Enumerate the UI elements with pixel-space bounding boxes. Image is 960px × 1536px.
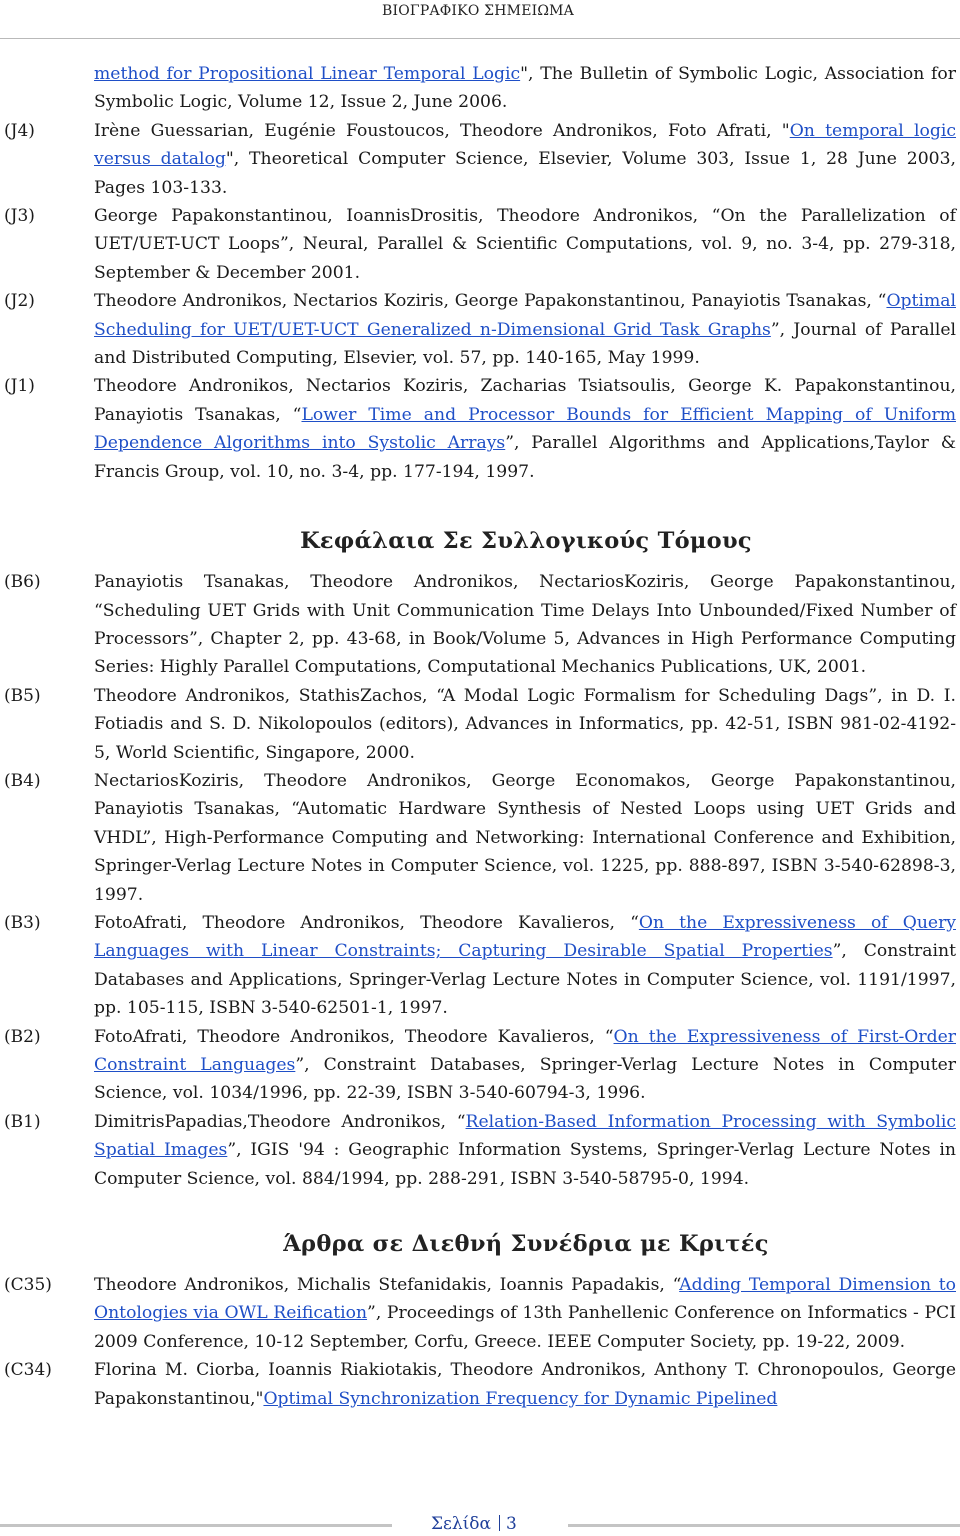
page-footer [0,1502,960,1536]
conference-entry-c34: (C34) Florina M. Ciorba, Ioannis Riakiotakis, Theodore Andronikos, Anthony T. Chronopoulos, George Papakonstantinou,"Optimal Synchronization Frequency for Dynamic Pipelined [0,1356,960,1413]
chapter-entry-b2: (B2) FotoAfrati, Theodore Andronikos, Theodore Kavalieros, “On the Expressiveness of First-Order Constraint Languages”, Constraint Databases, Springer-Verlag Lecture Notes in Computer Science, vol. 1034/1996, pp. 22-39, ISBN 3-540-60794-3, 1996. [0,1023,960,1108]
entry-label: (J2) [4,291,35,312]
page-header [0,0,960,39]
footer-separator [499,1515,500,1531]
entry-label: (J3) [4,206,35,227]
entry-label: (B2) [4,1026,41,1047]
paper-link[interactable]: Optimal Scheduling for UET/UET-UCT Generalized n-Dimensional Grid Task Graphs [94,291,956,340]
entry-label: (C34) [4,1360,52,1381]
paper-link[interactable]: Relation-Based Information Processing with Symbolic Spatial Images [94,1111,957,1161]
entry-label: (B5) [4,685,41,706]
document-title: ΒΙΟΓΡΑΦΙΚΟ ΣΗΜΕΙΩΜΑ [382,3,574,19]
chapter-entry-b4: (B4) NectariosKoziris, Theodore Andronikos, George Economakos, George Papakonstantinou, Panayiotis Tsanakas, “Automatic Hardware Synthesis of Nested Loops using UET Grids and VHDL”, High-Performance Computing and Networking: International Conference and Exhibition, Springer-Verlag Lecture Notes in Computer Science, vol. 1225, pp. 888-897, ISBN 3-540-62898-3, 1997. [0,767,960,909]
paper-link[interactable]: On the Expressiveness of First-Order Constraint Languages [94,1026,956,1075]
entry-label: (J4) [4,120,35,141]
entry-label: (B3) [4,912,41,933]
chapter-entry-b3: (B3) FotoAfrati, Theodore Andronikos, Theodore Kavalieros, “On the Expressiveness of Query Languages with Linear Constraints; Capturing Desirable Spatial Properties”, Constraint Databases and Applications, Springer-Verlag Lecture Notes in Computer Science, vol. 1191/1997, pp. 105-115, ISBN 3-540-62501-1, 1997. [0,909,960,1023]
paper-link[interactable]: Optimal Synchronization Frequency for Dynamic Pipelined [263,1388,778,1409]
chapter-entry-b6: (B6) Panayiotis Tsanakas, Theodore Andronikos, NectariosKoziris, George Papakonstantinou, “Scheduling UET Grids with Unit Communication Time Delays Into Unbounded/Fixed Number of Processors”, Chapter 2, pp. 43-68, in Book/Volume 5, Advances in High Performance Computing Series: Highly Parallel Computations, Computational Mechanics Publications, UK, 2001. [0,568,960,682]
journal-entry-j3: (J3) George Papakonstantinou, IoannisDrositis, Theodore Andronikos, “On the Parallelization of UET/UET-UCT Loops”, Neural, Parallel & Scientific Computations, vol. 9, no. 3-4, pp. 279-318, September & December 2001. [0,202,960,287]
entry-label: (C35) [4,1275,52,1296]
paper-link[interactable]: method for Propositional Linear Temporal Logic [94,64,521,84]
conference-entry-c35: (C35) Theodore Andronikos, Michalis Stefanidakis, Ioannis Papadakis, “Adding Temporal Dimension to Ontologies via OWL Reification”, Proceedings of 13th Panhellenic Conference on Informatics - PCI 2009 Conference, 10-12 September, Corfu, Greece. IEEE Computer Society, pp. 19-22, 2009. [0,1271,960,1356]
document-body [0,60,960,1413]
journal-entry-j1: (J1) Theodore Andronikos, Nectarios Koziris, Zacharias Tsiatsoulis, George K. Papakonstantinou, Panayiotis Tsanakas, “Lower Time and Processor Bounds for Efficient Mapping of Uniform Dependence Algorithms into Systolic Arrays”, Parallel Algorithms and Applications,Taylor & Francis Group, vol. 10, no. 3-4, pp. 177-194, 1997. [0,372,960,486]
paper-link[interactable]: On temporal logic versus datalog [94,120,956,170]
journal-entry-j4: (J4) Irène Guessarian, Eugénie Foustoucos, Theodore Andronikos, Foto Afrati, "On temporal logic versus datalog", Theoretical Computer Science, Elsevier, Volume 303, Issue 1, 28 June 2003, Pages 103-133. [0,117,960,202]
entry-label: (B1) [4,1111,41,1132]
footer-rule-right [568,1524,960,1527]
footer-rule-left [0,1524,392,1527]
paper-link[interactable]: On the Expressiveness of Query Languages with Linear Constraints; Capturing Desirable Spatial Properties [94,912,956,962]
page-number-label: Σελίδα 3 [431,1514,517,1534]
entry-label: (J1) [4,376,35,397]
paper-link[interactable]: Lower Time and Processor Bounds for Efficient Mapping of Uniform Dependence Algorithms into Systolic Arrays [94,404,956,454]
section-title-book-chapters: Κεφάλαια Σε Συλλογικούς Τόμους [300,528,752,555]
chapter-entry-b5: (B5) Theodore Andronikos, StathisZachos, “A Modal Logic Formalism for Scheduling Dags”, in D. I. Fotiadis and S. D. Nikolopoulos (editors), Advances in Informatics, pp. 42-51, ISBN 981-02-4192-5, World Scientific, Singapore, 2000. [0,682,960,767]
entry-label: (B6) [4,572,41,593]
entry-label: (B4) [4,770,41,791]
paper-link[interactable]: Adding Temporal Dimension to Ontologies via OWL Reification [94,1275,956,1324]
page-number: 3 [505,1514,517,1534]
chapter-entry-b1: (B1) DimitrisPapadias,Theodore Andronikos, “Relation-Based Information Processing with Symbolic Spatial Images”, IGIS '94 : Geographic Information Systems, Springer-Verlag Lecture Notes in Computer Science, vol. 884/1994, pp. 288-291, ISBN 3-540-58795-0, 1994. [0,1108,960,1193]
section-title-conferences: Άρθρα σε Διεθνή Συνέδρια με Κριτές [283,1231,769,1258]
journal-entry-j2: (J2) Theodore Andronikos, Nectarios Koziris, George Papakonstantinou, Panayiotis Tsanakas, “Optimal Scheduling for UET/UET-UCT Generalized n-Dimensional Grid Task Graphs”, Journal of Parallel and Distributed Computing, Elsevier, vol. 57, pp. 140-165, May 1999. [0,287,960,372]
journal-entry-j5-continuation: method for Propositional Linear Temporal Logic", The Bulletin of Symbolic Logic, Association for Symbolic Logic, Volume 12, Issue 2, June 2006. [94,64,956,113]
